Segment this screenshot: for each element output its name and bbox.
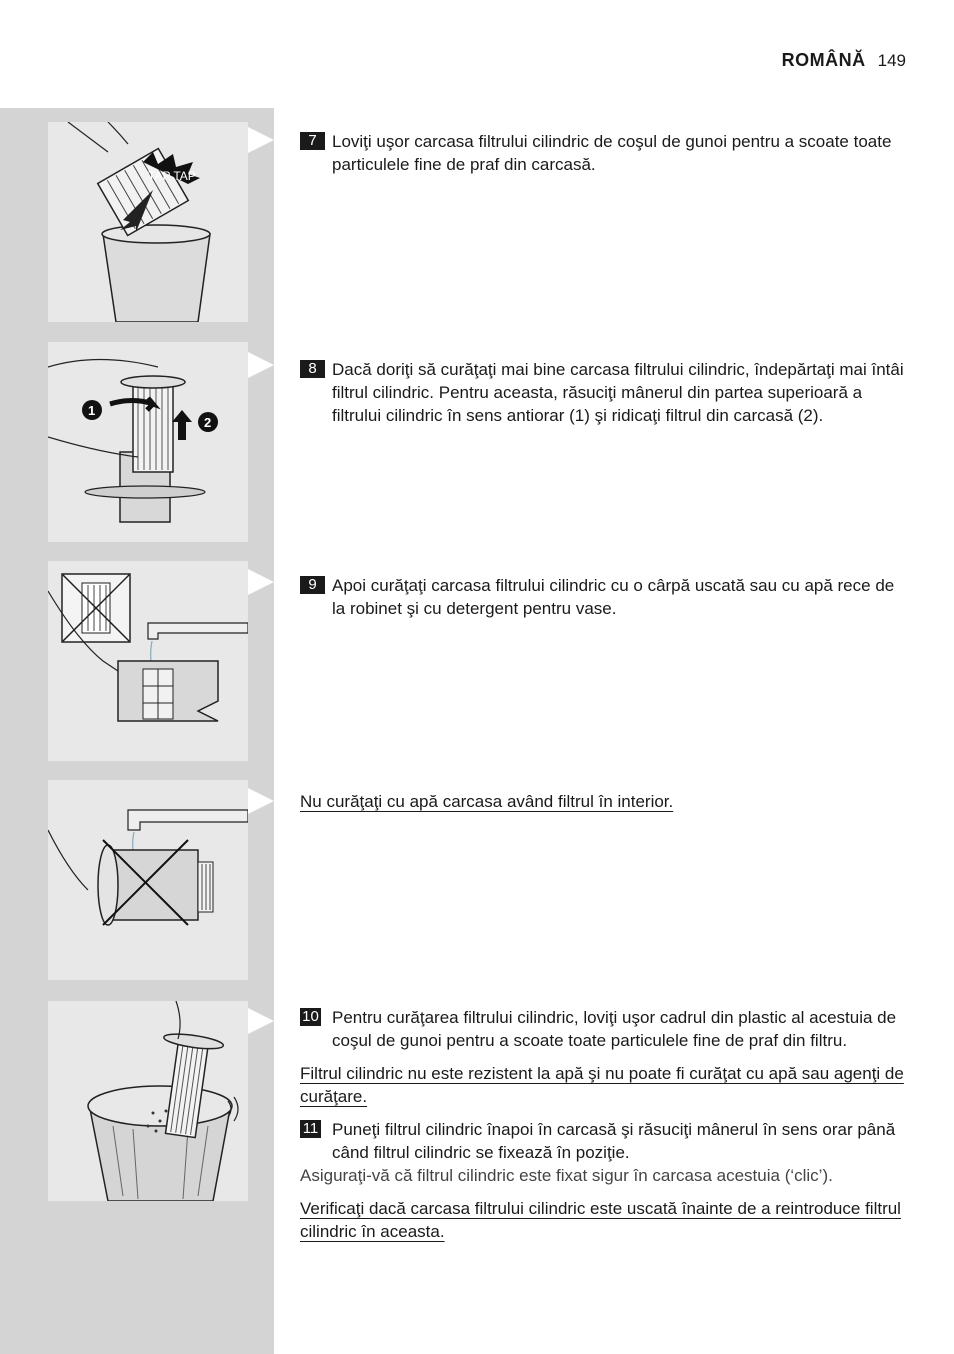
click-note: Asiguraţi-vă că filtrul cilindric este fixat sigur în carcasa acestuia (‘clic’). [300, 1166, 833, 1185]
step-number: 8 [300, 360, 325, 378]
illustration-tap-housing [48, 122, 248, 322]
step-text: Pentru curăţarea filtrului cilindric, loviţi uşor cadrul din plastic al acestuia de coşul de gunoi pentru a scoate toate particulele fine de praf din filtru. [332, 1008, 897, 1050]
step-text: Loviţi uşor carcasa filtrului cilindric de coşul de gunoi pentru a scoate toate particulele fine de praf din carcasă. [332, 132, 892, 174]
step-text: Dacă doriţi să curăţaţi mai bine carcasa filtrului cilindric, îndepărtaţi mai întâi filtrul cilindric. Pentru aceasta, răsuciţi mânerul din partea superioară a filtrului cilindric în sens antiorar (1) şi ridicaţi filtrul din carcasă (2). [332, 360, 904, 425]
page-header [782, 50, 906, 71]
pointer-notch [248, 1008, 274, 1034]
warning-no-rinse [300, 790, 910, 813]
step-number: 10 [300, 1008, 321, 1026]
pointer-notch [248, 788, 274, 814]
illustration-remove-filter [48, 342, 248, 542]
steps-10-11-block [300, 1006, 910, 1243]
step-number: 11 [300, 1120, 321, 1138]
step-number: 7 [300, 132, 325, 150]
no-rinse-drawing [48, 780, 248, 980]
tap-label: TAP TAP [148, 169, 196, 183]
language-label: ROMÂNĂ [781, 50, 866, 70]
step-8 [300, 358, 910, 427]
page-number: 149 [877, 51, 906, 70]
step-7 [300, 130, 910, 176]
tap-filter-drawing [48, 1001, 248, 1201]
tap-housing-drawing [48, 122, 248, 322]
pointer-notch [248, 127, 274, 153]
warning-text: Filtrul cilindric nu este rezistent la apă şi nu poate fi curăţat cu apă sau agenţi de curăţare. [300, 1064, 904, 1106]
remove-filter-drawing [48, 342, 248, 542]
rinse-housing-drawing [48, 561, 248, 761]
pointer-notch [248, 569, 274, 595]
warning-text: Nu curăţaţi cu apă carcasa având filtrul în interior. [300, 792, 674, 811]
step-text: Puneţi filtrul cilindric înapoi în carcasă şi răsuciţi mânerul în sens orar până când filtrul cilindric se fixează în poziţie. [332, 1120, 896, 1162]
step-text: Apoi curăţaţi carcasa filtrului cilindric cu o cârpă uscată sau cu apă rece de la robinet şi cu detergent pentru vase. [332, 576, 895, 618]
warning-text: Verificaţi dacă carcasa filtrului cilindric este uscată înainte de a reintroduce filtrul cilindric în aceasta. [300, 1199, 901, 1241]
illustration-tap-filter [48, 1001, 248, 1201]
callout-2-label: 2 [204, 415, 212, 430]
step-9 [300, 574, 910, 620]
illustration-no-rinse-with-filter [48, 780, 248, 980]
step-number: 9 [300, 576, 325, 594]
callout-1-label: 1 [88, 403, 96, 418]
illustration-rinse-housing [48, 561, 248, 761]
pointer-notch [248, 352, 274, 378]
